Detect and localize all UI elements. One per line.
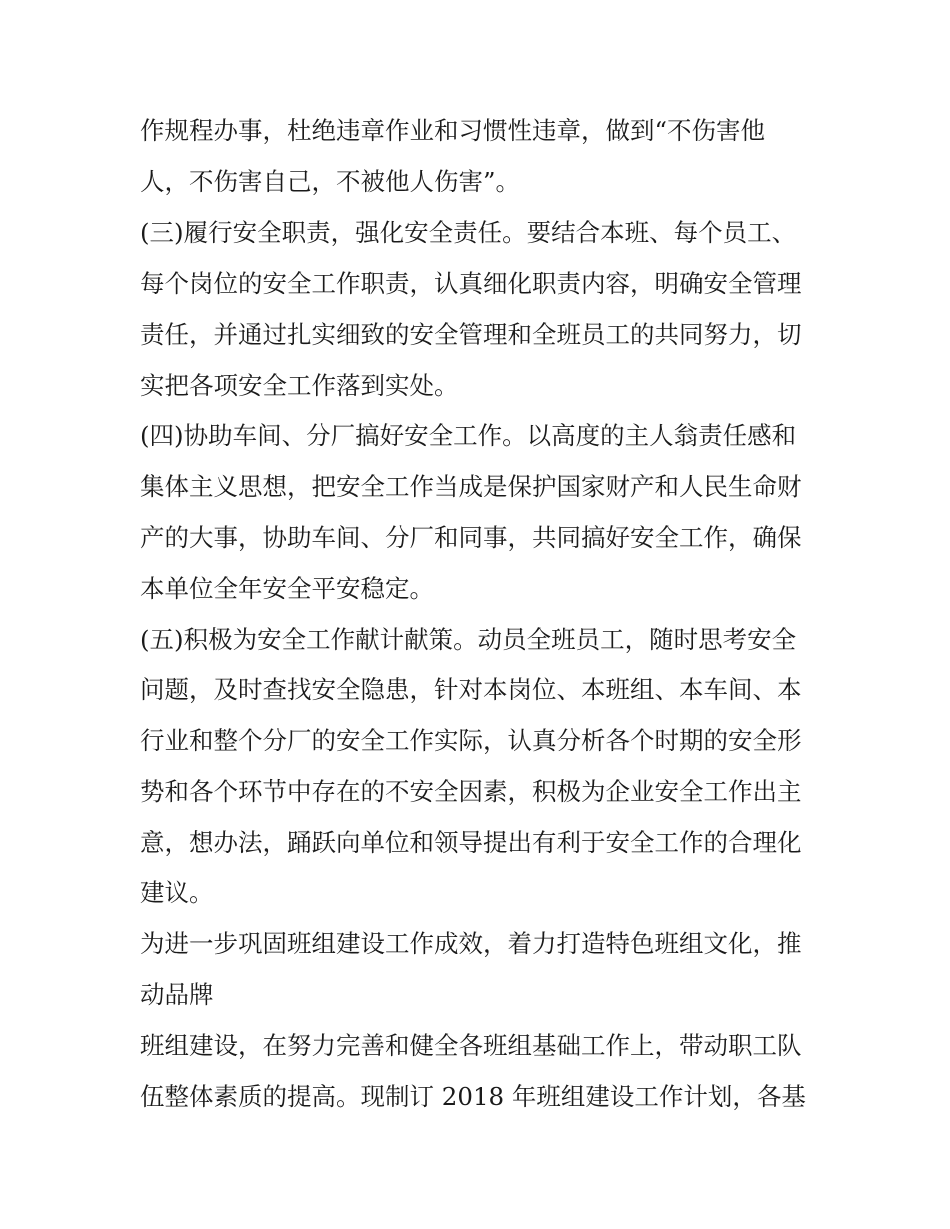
text-line: 意，想办法，踊跃向单位和领导提出有利于安全工作的合理化 [140,828,802,857]
text-line: 本单位全年安全平安稳定。 [140,574,434,603]
text-line: (三)履行安全职责，强化安全责任。要结合本班、每个员工、 [140,218,797,247]
text-line: 行业和整个分厂的安全工作实际，认真分析各个时期的安全形 [140,726,802,755]
text-line: 动品牌 [140,980,214,1009]
text-line: 伍整体素质的提高。现制订 2018 年班组建设工作计划，各基 [140,1082,806,1111]
text-line: 实把各项安全工作落到实处。 [140,371,459,400]
text-line: 每个岗位的安全工作职责，认真细化职责内容，明确安全管理 [140,269,802,298]
text-line: 作规程办事，杜绝违章作业和习惯性违章，做到“不伤害他 [140,116,766,145]
text-line: 为进一步巩固班组建设工作成效，着力打造特色班组文化，推 [140,929,802,958]
text-line: (四)协助车间、分厂搞好安全工作。以高度的主人翁责任感和 [140,421,797,450]
text-line: 责任，并通过扎实细致的安全管理和全班员工的共同努力，切 [140,320,802,349]
text-line: 产的大事，协助车间、分厂和同事，共同搞好安全工作，确保 [140,523,802,552]
text-line: 建议。 [140,878,214,907]
text-line: 班组建设，在努力完善和健全各班组基础工作上，带动职工队 [140,1031,802,1060]
text-line: 问题，及时查找安全隐患，针对本岗位、本班组、本车间、本 [140,675,802,704]
text-line: 集体主义思想，把安全工作当成是保护国家财产和人民生命财 [140,472,802,501]
text-line: (五)积极为安全工作献计献策。动员全班员工，随时思考安全 [140,625,797,654]
text-line: 势和各个环节中存在的不安全因素，积极为企业安全工作出主 [140,777,802,806]
text-line: 人，不伤害自己，不被他人伤害”。 [140,167,521,196]
